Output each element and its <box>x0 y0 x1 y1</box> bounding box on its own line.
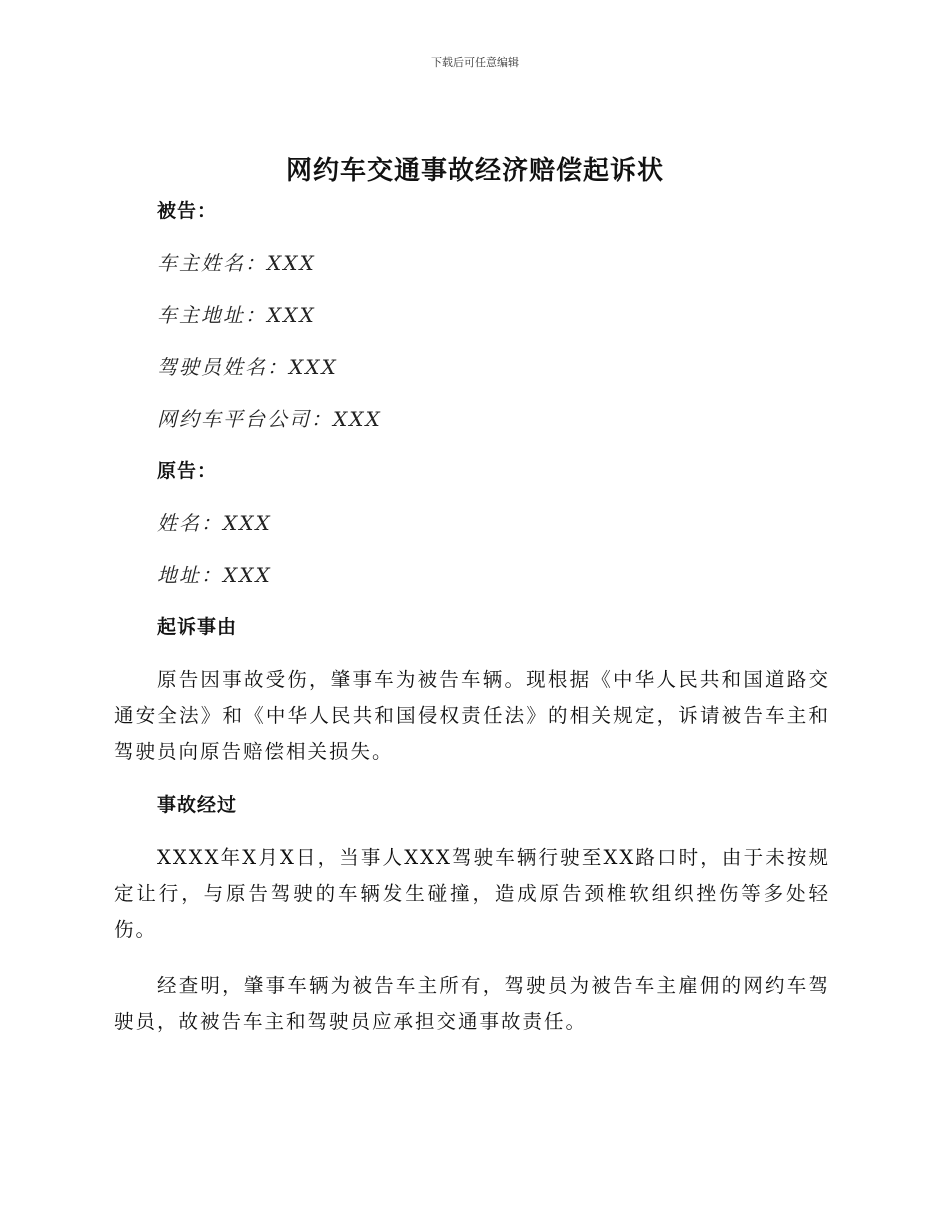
plaintiff-address: 地址：XXX <box>157 563 272 587</box>
plaintiff-heading: 原告： <box>157 460 218 482</box>
defendant-platform-company: 网约车平台公司：XXX <box>157 407 382 431</box>
defendant-owner-address: 车主地址：XXX <box>157 303 316 327</box>
document-title: 网约车交通事故经济赔偿起诉状 <box>285 156 664 186</box>
cause-paragraph: 原告因事故受伤，肇事车为被告车辆。现根据《中华人民共和国道路交通安全法》和《中华人民共和国侵权责任法》的相关规定，诉请被告车主和驾驶员向原告赔偿相关损失。 <box>114 668 830 763</box>
accident-paragraph-1: XXXX年X月X日，当事人XXX驾驶车辆行驶至XX路口时，由于未按规定让行，与原告驾驶的车辆发生碰撞，造成原告颈椎软组织挫伤等多处轻伤。 <box>114 846 830 941</box>
plaintiff-name: 姓名：XXX <box>157 511 272 535</box>
defendant-owner-name: 车主姓名：XXX <box>157 251 316 275</box>
header-note: 下载后可任意编辑 <box>431 56 519 69</box>
document-body <box>114 196 830 1040</box>
accident-heading: 事故经过 <box>157 794 238 816</box>
cause-heading: 起诉事由 <box>157 616 238 638</box>
accident-paragraph-2: 经查明，肇事车辆为被告车主所有，驾驶员为被告车主雇佣的网约车驾驶员，故被告车主和驾驶员应承担交通事故责任。 <box>114 974 830 1033</box>
defendant-driver-name: 驾驶员姓名：XXX <box>157 355 338 379</box>
defendant-heading: 被告： <box>157 200 218 222</box>
